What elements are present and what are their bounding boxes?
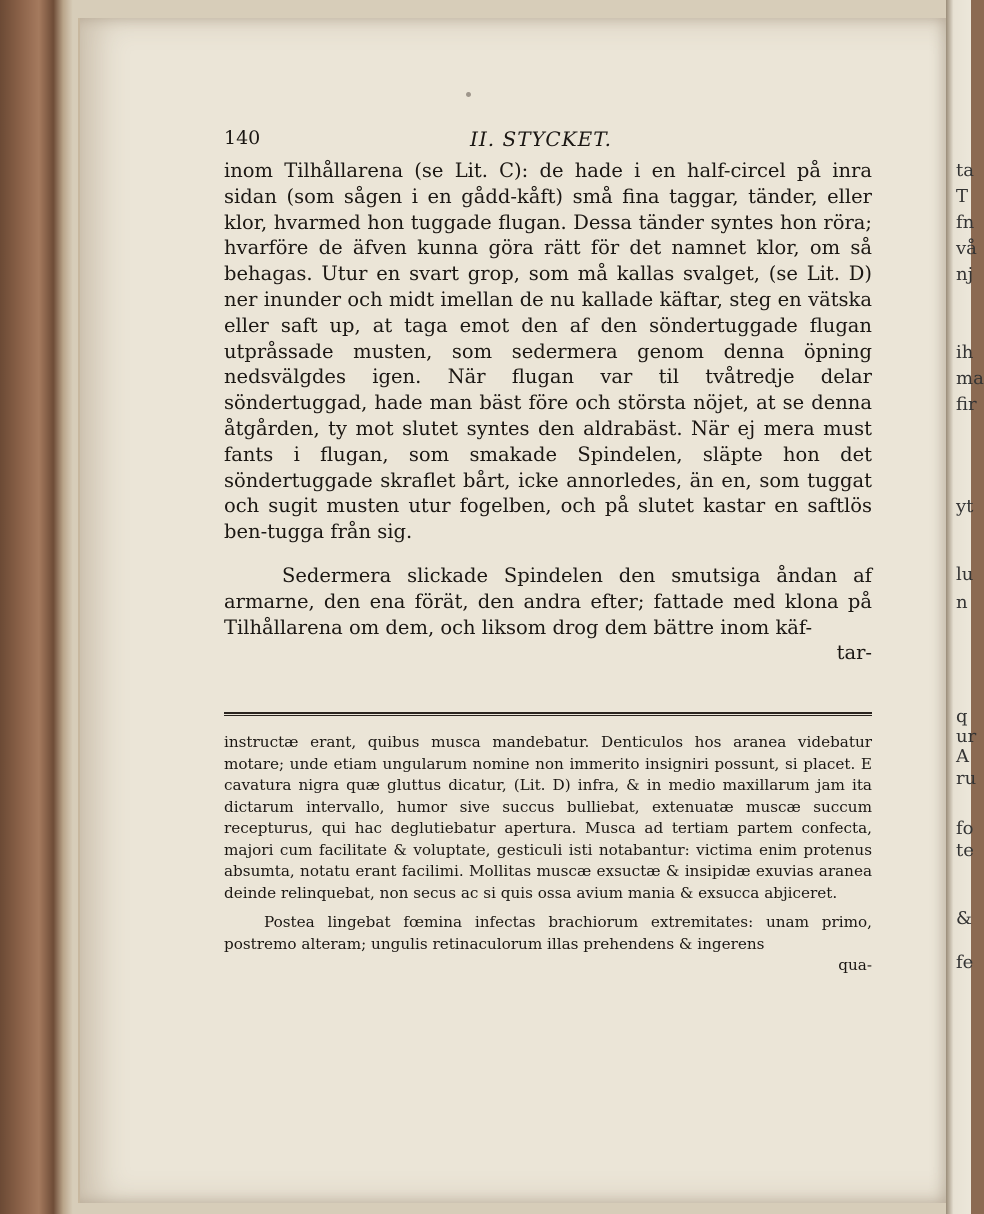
adjacent-fragment: A: [956, 746, 969, 767]
adjacent-fragment: fo: [956, 818, 974, 839]
footnote-paragraph-1: instructæ erant, quibus musca mandebatur. Denticulos hos aranea videbatur motare; unde etiam ungularum nomine non immerito insigniri possunt, si placet. E cavatura nigra quæ gluttus dicatur, (Lit. D) infra, & in medio maxillarum jam ita dictarum intervallo, humor sive succus bulliebat, extenuatæ muscæ succum recepturus, qui hac deglutiebatur apertura. Musca ad tertiam partem confecta, majori cum facilitate & voluptate, gesticuli isti notabantur: victima enim protenus absumta, notatu erant facilimi. Mollitas muscæ exsuctæ & insipidæ exuvias aranea deinde relinquebat, non secus ac si quis ossa avium mania & exsucca abjiceret.: [224, 733, 872, 902]
adjacent-fragment: te: [956, 840, 974, 861]
adjacent-fragment: n: [956, 592, 968, 613]
main-catchword: tar-: [836, 641, 872, 665]
footnote-paragraph-2: Postea lingebat fœmina infectas brachiorum extremitates: unam primo, postremo alteram; ungulis retinaculorum illas prehendens & ingerens: [224, 913, 872, 953]
page-header: [224, 127, 872, 153]
adjacent-fragment: lu: [956, 564, 974, 585]
adjacent-fragment: fn: [956, 212, 975, 233]
main-paragraph-1: inom Tilhållarena (se Lit. C): de hade i en half-circel på inra sidan (som sågen i en gådd-kåft) små fina taggar, tänder, eller klor, hvarmed hon tuggade flugan. Dessa tänder syntes hon röra; hvarföre de äfven kunna göra rätt för det namnet klor, om så behagas. Utur en svart grop, som må kallas svalget, (se Lit. D) ner inunder och midt imellan de nu kallade käftar, steg en vätska eller saft up, at taga emot den af den söndertuggade flugan utpråssade musten, som sedermera genom denna öpning nedsvälgdes igen. När flugan var til tvåtredje delar söndertuggad, hade man bäst före och största nöjet, at se denna åtgården, ty mot slutet syntes den aldrabäst. När ej mera must fants i flugan, som smakade Spindelen, släpte hon det söndertuggade skraflet bårt, icke annorledes, än en, som tuggat och sugit musten utur fogelben, och på slutet kastar en saftlös ben-tugga från sig.: [224, 159, 872, 544]
adjacent-fragment: yt: [956, 496, 974, 517]
adjacent-fragment: ta: [956, 160, 974, 181]
adjacent-fragment: T: [956, 186, 969, 207]
footnotes: [224, 732, 872, 977]
adjacent-fragment: ur: [956, 726, 977, 747]
adjacent-fragment: ih: [956, 342, 974, 363]
adjacent-fragment: fe: [956, 952, 974, 973]
adjacent-fragment: ru: [956, 768, 977, 789]
main-paragraph-2: Sedermera slickade Spindelen den smutsiga åndan af armarne, den ena förät, den andra efter; fattade med klona på Tilhållarena om dem, och liksom drog dem bättre inom käf-: [224, 563, 872, 639]
adjacent-fragment: nj: [956, 264, 974, 285]
adjacent-fragment: ma: [956, 368, 984, 389]
adjacent-fragment: vå: [956, 238, 977, 259]
running-head: II. STYCKET.: [470, 127, 613, 151]
adjacent-fragment: q: [956, 706, 968, 727]
ink-speck: [466, 92, 471, 97]
adjacent-fragment: fir: [956, 394, 977, 415]
adjacent-page-edge: [946, 0, 984, 1214]
adjacent-fragment: &: [956, 908, 973, 929]
page-number: 140: [224, 127, 261, 149]
main-text: [224, 158, 872, 666]
footnote-catchword: qua-: [838, 956, 872, 974]
footnote-rule: [224, 712, 872, 716]
